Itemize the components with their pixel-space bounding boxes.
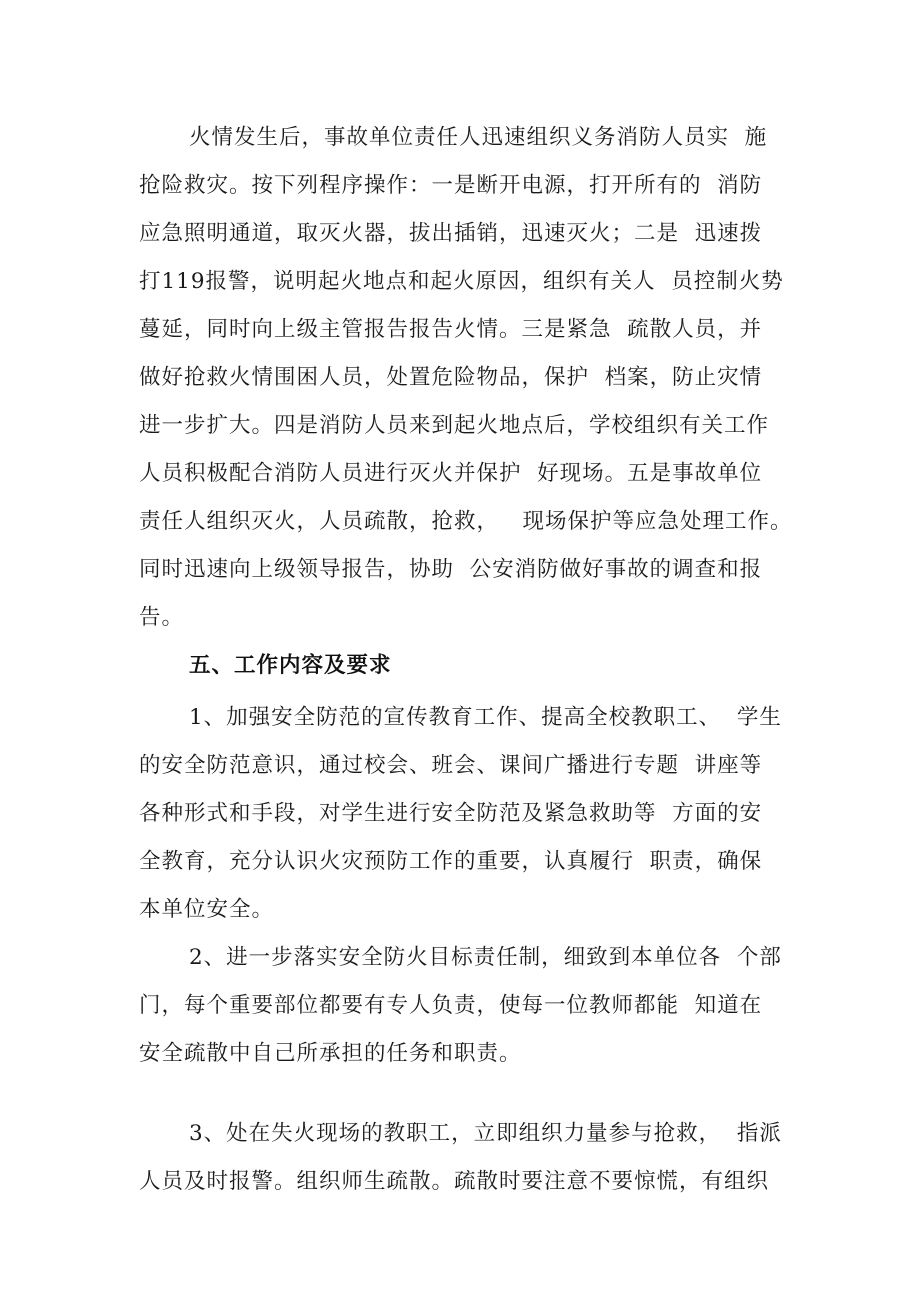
- paragraph-line: 人员及时报警。组织师生疏散。疏散时要注意不要惊慌，有组织: [139, 1169, 770, 1194]
- paragraph-line: 进一步扩大。四是消防人员来到起火地点后，学校组织有关工作: [139, 413, 770, 438]
- paragraph-line: 安全疏散中自己所承担的任务和职责。: [139, 1041, 522, 1066]
- paragraph-line: 蔓延，同时向上级主管报告报告火情。三是紧急 疏散人员，并: [139, 317, 763, 342]
- paragraph-line: 全教育，充分认识火灾预防工作的重要，认真履行 职责，确保: [139, 849, 763, 874]
- paragraph-line: 责任人组织灭火，人员疏散，抢救， 现场保护等应急处理工作。: [139, 509, 793, 534]
- paragraph-line: 门，每个重要部位都要有专人负责，使每一位教师都能 知道在: [139, 993, 763, 1018]
- paragraph-line: 告。: [139, 605, 185, 630]
- paragraph-line: 的安全防范意识，通过校会、班会、课间广播进行专题 讲座等: [139, 753, 763, 778]
- paragraph-line: 人员积极配合消防人员进行灭火并保护 好现场。五是事故单位: [139, 461, 763, 486]
- paragraph-line: 各种形式和手段，对学生进行安全防范及紧急救助等 方面的安: [139, 801, 763, 826]
- paragraph-line: 1、加强安全防范的宣传教育工作、提高全校教职工、 学生: [189, 705, 782, 730]
- paragraph-line: 本单位安全。: [139, 897, 275, 922]
- paragraph-line: 同时迅速向上级领导报告，协助 公安消防做好事故的调查和报: [139, 557, 763, 582]
- paragraph-line: 抢险救灾。按下列程序操作：一是断开电源，打开所有的 消防: [139, 173, 763, 198]
- paragraph-line: 火情发生后，事故单位责任人迅速组织义务消防人员实 施: [189, 125, 768, 150]
- paragraph-line: 做好抢救火情围困人员，处置危险物品，保护 档案，防止灾情: [139, 365, 763, 390]
- paragraph-line: 应急照明通道，取灭火器，拔出插销，迅速灭火；二是 迅速拨: [139, 221, 763, 246]
- paragraph-line: 打119报警，说明起火地点和起火原因，组织有关人 员控制火势: [139, 269, 784, 294]
- paragraph-line: 2、进一步落实安全防火目标责任制，细致到本单位各 个部: [189, 945, 782, 970]
- paragraph-line: 3、处在失火现场的教职工，立即组织力量参与抢救， 指派: [189, 1121, 782, 1146]
- section-heading: 五、工作内容及要求: [189, 653, 392, 678]
